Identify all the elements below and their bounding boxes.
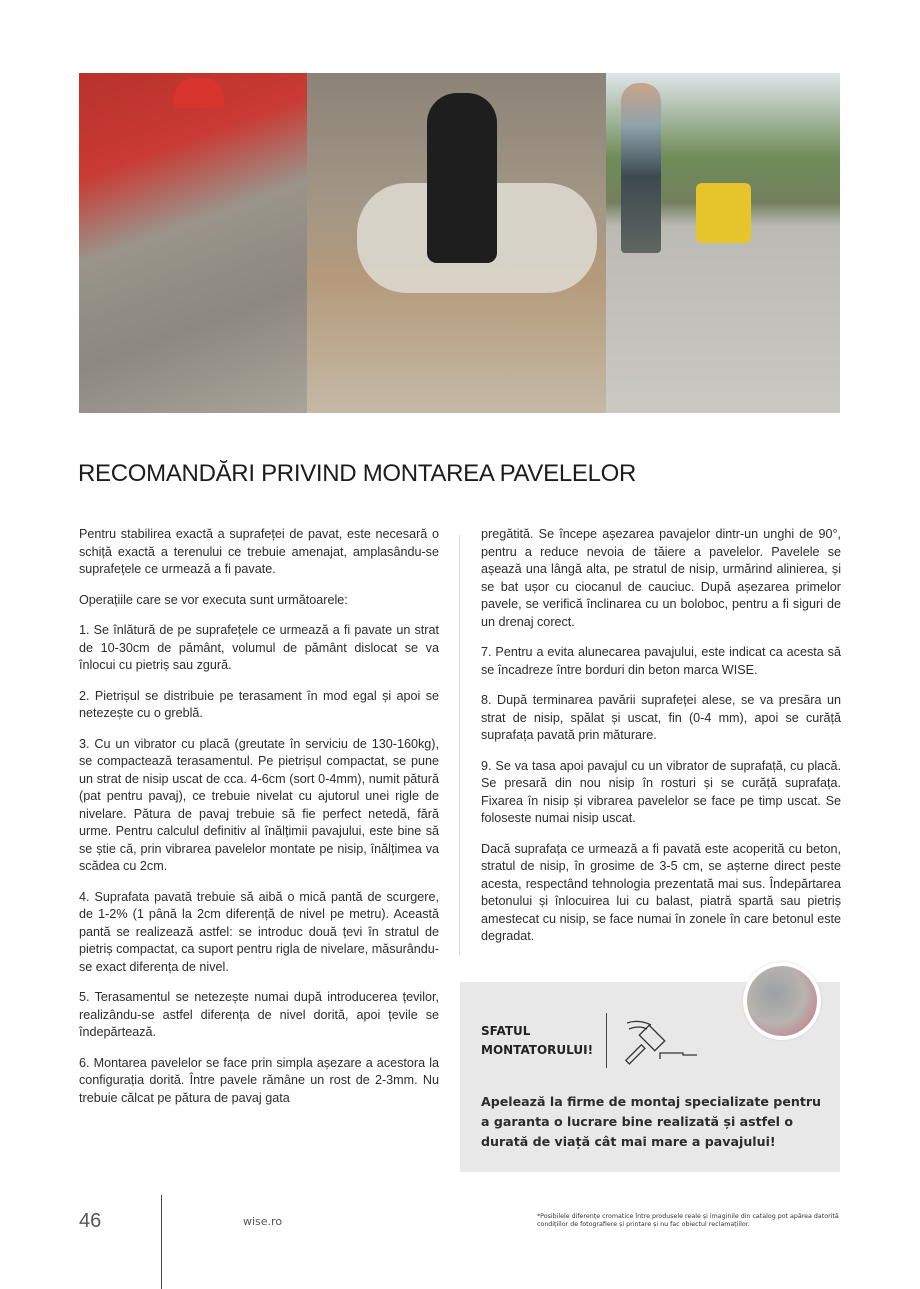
paragraph: 8. După terminarea pavării suprafeței alese, se va presăra un strat de nisip, spălat și uscat, fin (0-4 mm), apoi se curăță suprafața pavată prin măturare.: [481, 693, 841, 742]
right-column: [481, 526, 841, 959]
paragraph: 2. Pietrișul se distribuie pe terasament în mod egal și apoi se netezește cu o greblă.: [79, 688, 439, 720]
photo-worker-laying-pavers: [79, 73, 307, 413]
page-number: 46: [79, 1210, 102, 1232]
website-link[interactable]: wise.ro: [243, 1215, 283, 1228]
tip-title: [481, 1022, 593, 1060]
paragraph: 6. Montarea pavelelor se face prin simpla așezare a acestora la configurația dorită. Între pavele rămâne un rost de 2-3mm. Nu trebuie călcat pe pătura de pavaj gata: [79, 1055, 439, 1105]
paragraph: Dacă suprafața ce urmează a fi pavată este acoperită cu beton, stratul de nisip, în grosime de 3-5 cm, se așterne direct peste acesta, respectând tehnologia prezentată mai sus. Îndepărtarea betonului și înlocuirea lui cu balast, piatră spartă sau pietriș amestecat cu nisip, se face numai în zonele în care betonul este degradat.: [481, 841, 841, 943]
hammer-icon: [625, 1017, 705, 1067]
tip-title-line: MONTATORULUI!: [481, 1043, 594, 1057]
paragraph: 3. Cu un vibrator cu placă (greutate în serviciu de 130-160kg), se compactează terasamentul. Pe pietrișul compactat, se pune un strat de nisip uscat de cca. 4-6cm (sort 0-4mm), numit pătură (pat pentru pavaj), ce trebuie nivelat cu ajutorul unei rigle de nivelare. Pătura de pavaj trebuie să fie perfect netedă, fără urme. Pentru calculul definitiv al înălțimii pavajului, este bine să se știe că, prin vibrarea pavelelor montate pe nisip, înălțimea va scădea cu 2cm.: [79, 736, 439, 873]
photo-plate-compactor: [606, 73, 840, 413]
tip-title-line: SFATUL: [481, 1024, 531, 1038]
page-title: RECOMANDĂRI PRIVIND MONTAREA PAVELELOR: [78, 460, 637, 487]
paragraph: 9. Se va tasa apoi pavajul cu un vibrator de suprafață, cu placă. Se presară din nou nisip în rosturi și se curăță suprafața. Fixarea în nisip și vibrarea pavelelor se face pe timp uscat. Se foloseste numai nisip uscat.: [481, 758, 841, 825]
paragraph: Operațiile care se vor executa sunt următoarele:: [79, 592, 348, 607]
tip-text: Apelează la firme de montaj specializate pentru a garanta o lucrare bine realizată și astfel o durată de viață cât mai mare a pavajului!: [481, 1094, 822, 1149]
left-column: [79, 526, 439, 1120]
paragraph: 4. Suprafata pavată trebuie să aibă o mică pantă de scurgere, de 1-2% (1 până la 2cm diferență de nivel pe metru). Această pantă se realizează astfel: se introduc două țevi în stratul de pietriș compactat, ca suport pentru rigla de nivelare, măsurându-se exact diferența de nivel.: [79, 889, 439, 974]
column-divider: [459, 535, 460, 955]
tip-separator: [606, 1013, 607, 1068]
paragraph: pregătită. Se începe așezarea pavajelor dintr-un unghi de 90°, pentru a reduce nevoia de tăiere a pavelelor. Pavelele se așează una lângă alta, pe stratul de nisip, urmărind alinierea, și se bat ușor cu ciocanul de cauciuc. După așezarea primelor pavele, se verifică înclinarea cu un boloboc, pentru a fi siguri de un drenaj corect.: [481, 527, 841, 629]
disclaimer: *Posibilele diferențe cromatice între produsele reale și imaginile din catalog pot apărea datorită condițiilor de fotografiere și printare și nu fac obiectul reclamațiilor.: [537, 1213, 839, 1228]
paragraph: 5. Terasamentul se netezește numai după introducerea țevilor, realizându-se astfel diferența de nivel dorită, apoi țevile se îndepărtează.: [79, 990, 439, 1039]
paragraph: 1. Se înlătură de pe suprafețele ce urmează a fi pavate un strat de 10-30cm de pământ, volumul de pământ dislocat se va înlocui cu pietriș sau zgură.: [79, 623, 439, 672]
paragraph: Pentru stabilirea exactă a suprafeței de pavat, este necesară o schiță exactă a terenului ce trebuie amenajat, amplasându-se suprafețele ce urmează a fi pavate.: [79, 527, 439, 576]
photo-strip: [79, 73, 840, 413]
paragraph: 7. Pentru a evita alunecarea pavajului, este indicat ca acesta să se încadreze între borduri din beton marca WISE.: [481, 645, 841, 677]
footer-divider: [161, 1195, 162, 1289]
paver-detail-photo: [743, 962, 821, 1040]
photo-rubber-mallet: [307, 73, 606, 413]
